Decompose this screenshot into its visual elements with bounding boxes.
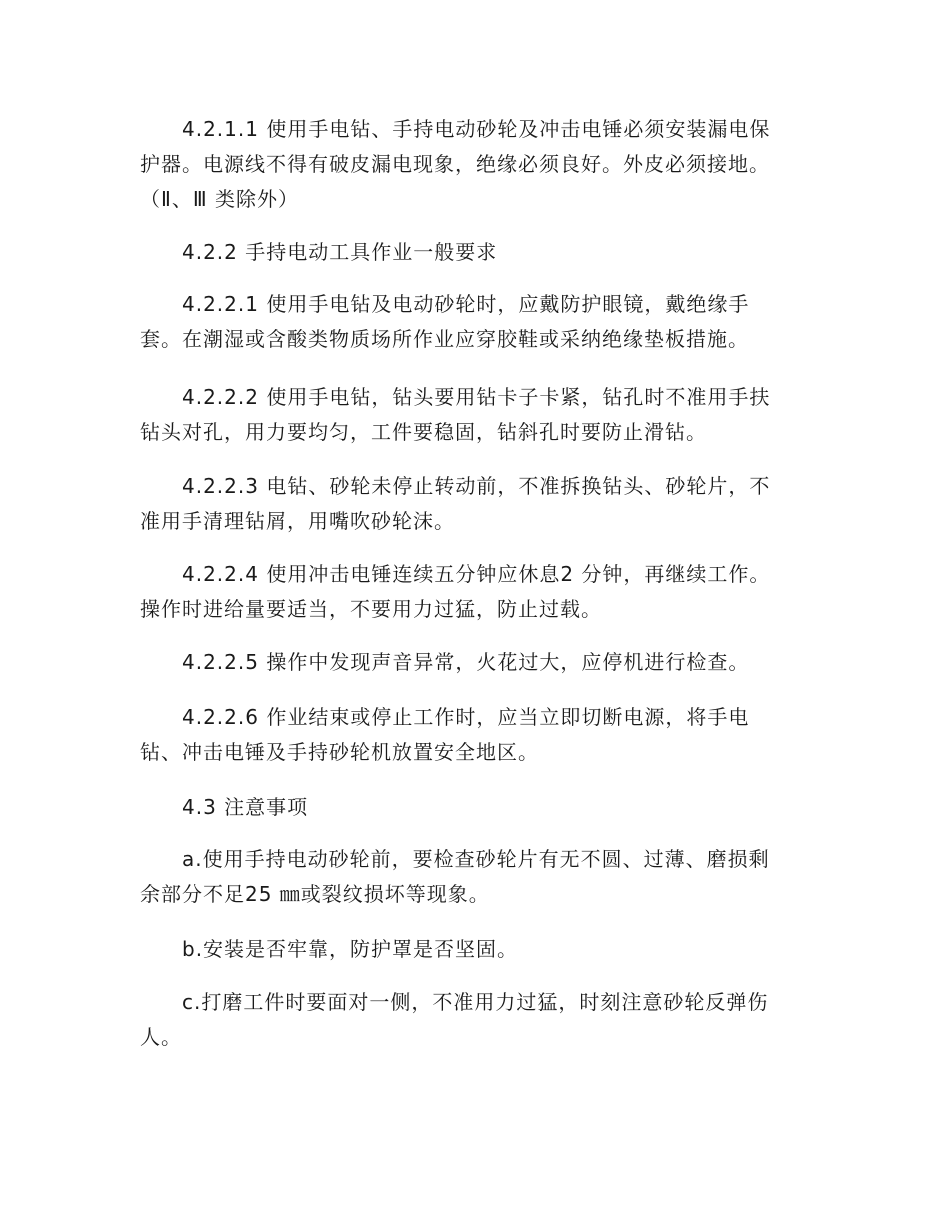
paragraph-line: 人。 — [140, 1025, 182, 1049]
paragraph-item-b — [140, 932, 805, 967]
paragraph-line: 4.2.2.2 使用手电钻，钻头要用钻卡子卡紧，钻孔时不准用手扶 — [182, 385, 771, 409]
paragraph-4-2-2-5 — [140, 645, 805, 680]
paragraph-4-2-1-1 — [140, 112, 805, 217]
paragraph-line: 操作时进给量要适当，不要用力过猛，防止过载。 — [140, 597, 602, 621]
paragraph-line: 4.2.2.3 电钻、砂轮未停止转动前，不准拆换钻头、砂轮片，不 — [182, 474, 771, 498]
paragraph-line: 护器。电源线不得有破皮漏电现象，绝缘必须良好。外皮必须接地。 — [140, 152, 770, 176]
paragraph-line: 套。在潮湿或含酸类物质场所作业应穿胶鞋或采纳绝缘垫板措施。 — [140, 327, 749, 351]
paragraph-line: 4.2.1.1 使用手电钻、手持电动砂轮及冲击电锤必须安装漏电保 — [182, 117, 771, 141]
paragraph-line: a.使用手持电动砂轮前，要检查砂轮片有无不圆、过薄、磨损剩 — [182, 847, 770, 871]
paragraph-4-2-2-6 — [140, 700, 805, 770]
paragraph-line: 4.2.2.4 使用冲击电锤连续五分钟应休息2 分钟，再继续工作。 — [182, 562, 771, 586]
paragraph-4-2-2-1 — [140, 287, 805, 357]
paragraph-4-2-2-4 — [140, 557, 805, 627]
paragraph-line: 余部分不足25 ㎜或裂纹损坏等现象。 — [140, 882, 490, 906]
paragraph-line: （Ⅱ、Ⅲ 类除外） — [140, 187, 299, 211]
paragraph-line: 钻、冲击电锤及手持砂轮机放置安全地区。 — [140, 740, 539, 764]
paragraph-line: 4.2.2.6 作业结束或停止工作时，应当立即切断电源，将手电 — [182, 705, 750, 729]
paragraph-line: c.打磨工件时要面对一侧，不准用力过猛，时刻注意砂轮反弹伤 — [182, 990, 769, 1014]
section-heading-4-2-2 — [140, 235, 805, 270]
heading-line: 4.2.2 手持电动工具作业一般要求 — [182, 240, 498, 264]
paragraph-4-2-2-2 — [140, 380, 805, 450]
paragraph-line: 4.2.2.1 使用手电钻及电动砂轮时，应戴防护眼镜，戴绝缘手 — [182, 292, 750, 316]
paragraph-item-c — [140, 985, 805, 1055]
paragraph-4-2-2-3 — [140, 469, 805, 539]
paragraph-line: 准用手清理钻屑，用嘴吹砂轮沫。 — [140, 509, 455, 533]
paragraph-line: b.安装是否牢靠，防护罩是否坚固。 — [182, 937, 519, 961]
section-heading-4-3 — [140, 790, 805, 825]
heading-line: 4.3 注意事项 — [182, 795, 309, 819]
paragraph-line: 钻头对孔，用力要均匀，工件要稳固，钻斜孔时要防止滑钻。 — [140, 420, 707, 444]
paragraph-line: 4.2.2.5 操作中发现声音异常，火花过大，应停机进行检查。 — [182, 650, 750, 674]
paragraph-item-a — [140, 842, 805, 912]
